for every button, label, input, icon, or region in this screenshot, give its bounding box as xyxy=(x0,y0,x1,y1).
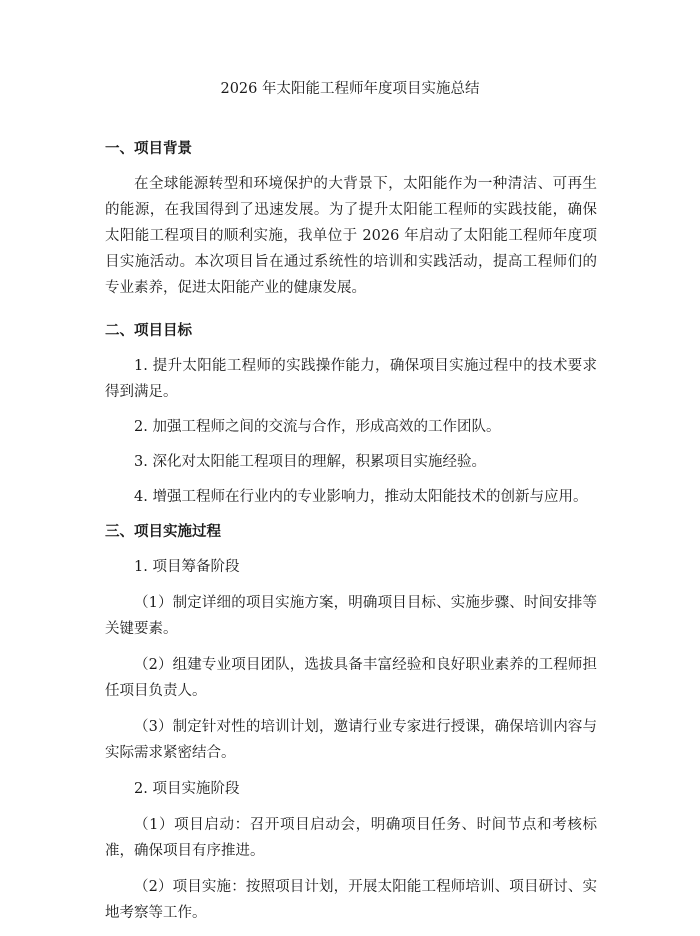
background-paragraph: 在全球能源转型和环境保护的大背景下，太阳能作为一种清洁、可再生的能源，在我国得到了迅速发展。为了提升太阳能工程师的实践技能，确保太阳能工程项目的顺利实施，我单位于 2026 年启动了太阳能工程师年度项目实施活动。本次项目旨在通过系统性的培训和实践活动，提高工程师们的专业素养，促进太阳能产业的健康发展。 xyxy=(105,176,597,296)
goal-item: 4. 增强工程师在行业内的专业影响力，推动太阳能技术的创新与应用。 xyxy=(134,489,588,505)
implementation-item: （2）项目实施：按照项目计划，开展太阳能工程师培训、项目研讨、实地考察等工作。 xyxy=(105,879,597,921)
implementation-item: （1）项目启动：召开项目启动会，明确项目任务、时间节点和考核标准，确保项目有序推进。 xyxy=(105,817,597,859)
document-body xyxy=(105,136,597,936)
goal-item: 2. 加强工程师之间的交流与合作，形成高效的工作团队。 xyxy=(134,419,501,435)
goal-item: 3. 深化对太阳能工程项目的理解，积累项目实施经验。 xyxy=(134,454,486,470)
stage-label-implementation: 2. 项目实施阶段 xyxy=(134,781,240,797)
document-title: 2026 年太阳能工程师年度项目实施总结 xyxy=(220,81,480,97)
goal-item: 1. 提升太阳能工程师的实践操作能力，确保项目实施过程中的技术要求得到满足。 xyxy=(105,358,597,400)
preparation-item: （3）制定针对性的培训计划，邀请行业专家进行授课，确保培训内容与实际需求紧密结合。 xyxy=(105,719,597,761)
preparation-item: （2）组建专业项目团队，选拔具备丰富经验和良好职业素养的工程师担任项目负责人。 xyxy=(105,657,597,699)
section-heading-process: 三、项目实施过程 xyxy=(105,523,221,540)
stage-label-preparation: 1. 项目筹备阶段 xyxy=(134,559,240,575)
preparation-item: （1）制定详细的项目实施方案，明确项目目标、实施步骤、时间安排等关键要素。 xyxy=(105,595,597,637)
section-heading-goals: 二、项目目标 xyxy=(105,322,192,339)
section-heading-background: 一、项目背景 xyxy=(105,140,192,157)
